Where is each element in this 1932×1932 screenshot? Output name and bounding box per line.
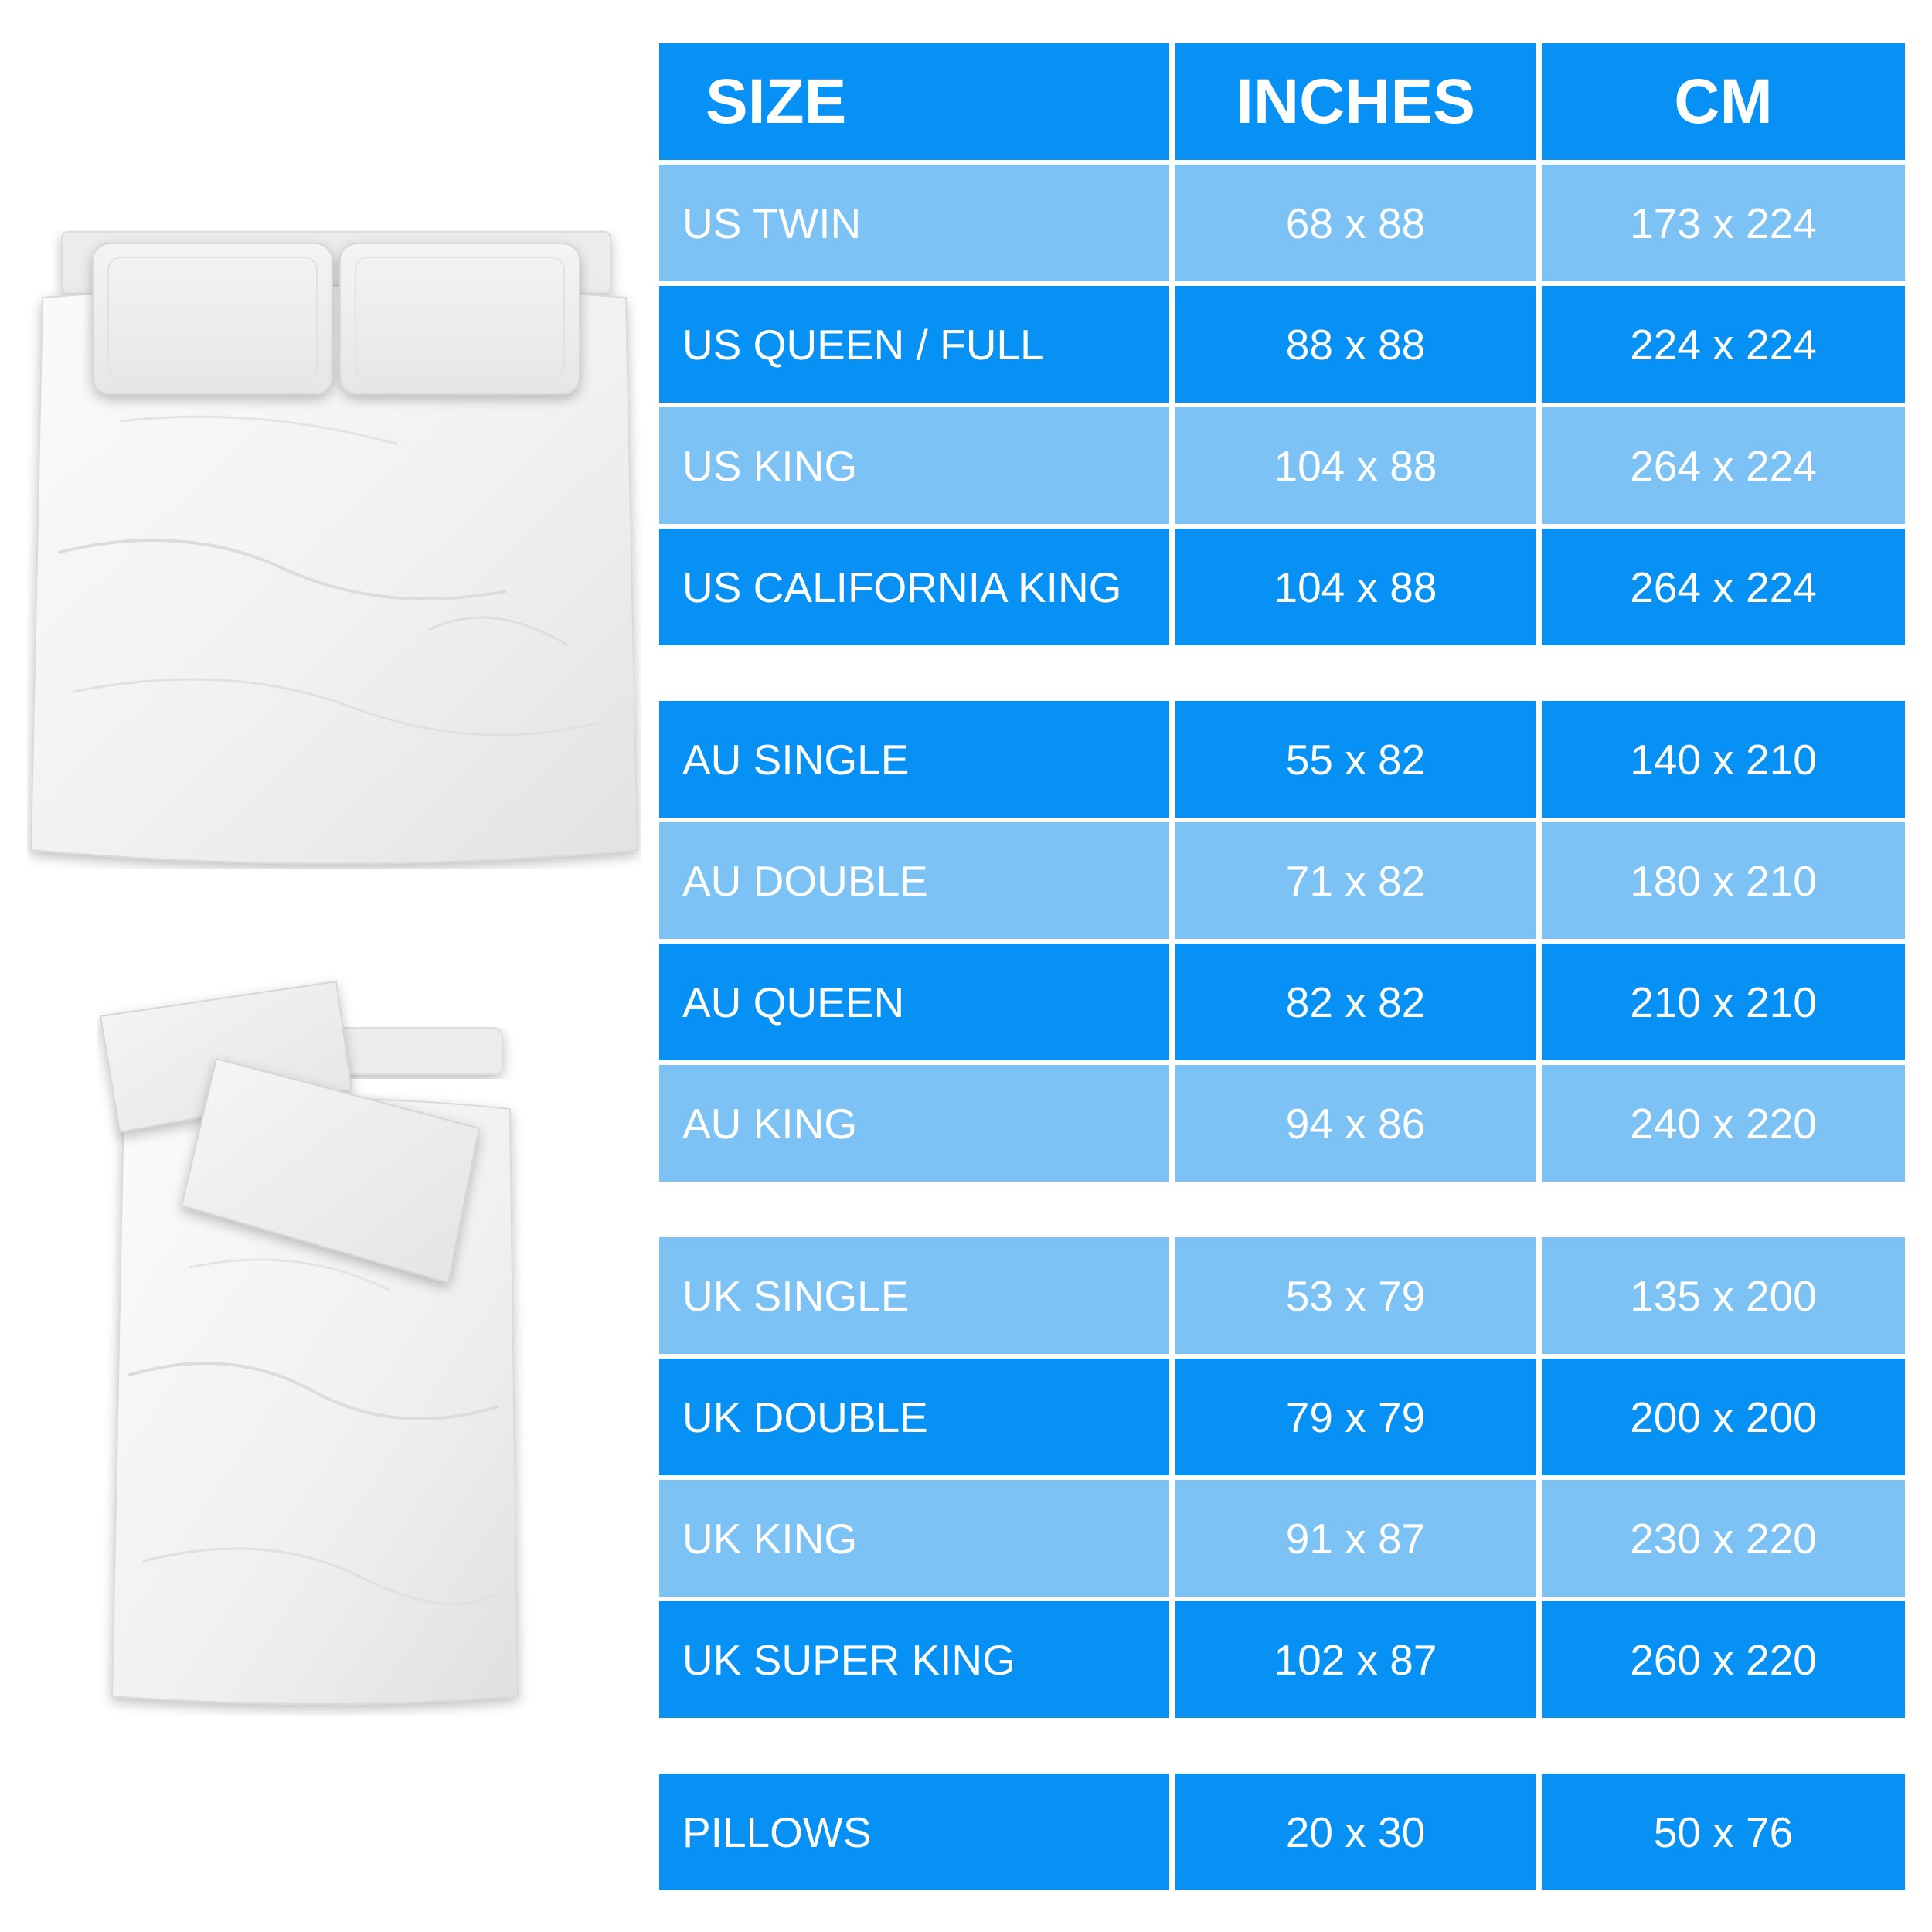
single-bed-image [97,974,560,1716]
inches-value: 53 x 79 [1175,1237,1536,1354]
group-spacer [659,1723,1905,1774]
size-label: UK SINGLE [659,1237,1169,1354]
inches-value: 88 x 88 [1175,286,1536,403]
size-label: US CALIFORNIA KING [659,529,1169,645]
size-label: AU KING [659,1065,1169,1182]
cm-value: 264 x 224 [1542,407,1905,524]
inches-value: 102 x 87 [1175,1601,1536,1718]
table-row [659,1065,1905,1186]
inches-value: 104 x 88 [1175,407,1536,524]
table-row [659,529,1905,650]
table-row [659,407,1905,529]
size-label: US TWIN [659,165,1169,281]
header-inches: INCHES [1175,43,1536,160]
cm-value: 173 x 224 [1542,165,1905,281]
size-label: AU DOUBLE [659,822,1169,939]
size-label: US QUEEN / FULL [659,286,1169,403]
header-size: SIZE [659,43,1169,160]
size-label: UK KING [659,1480,1169,1597]
inches-value: 91 x 87 [1175,1480,1536,1597]
cm-value: 210 x 210 [1542,944,1905,1060]
table-row [659,1480,1905,1601]
table-row [659,1237,1905,1359]
inches-value: 68 x 88 [1175,165,1536,281]
group-spacer [659,650,1905,701]
table-row [659,701,1905,822]
cm-value: 240 x 220 [1542,1065,1905,1182]
cm-value: 135 x 200 [1542,1237,1905,1354]
size-chart-table [659,43,1905,1895]
double-bed-icon [27,228,641,869]
cm-value: 200 x 200 [1542,1359,1905,1475]
cm-value: 50 x 76 [1542,1774,1905,1890]
size-label: UK DOUBLE [659,1359,1169,1475]
group-spacer [659,1186,1905,1237]
us-size-group [659,165,1905,650]
table-row [659,1774,1905,1895]
table-row [659,944,1905,1065]
single-bed-icon [97,974,560,1716]
inches-value: 82 x 82 [1175,944,1536,1060]
size-label: US KING [659,407,1169,524]
au-size-group [659,701,1905,1186]
cm-value: 224 x 224 [1542,286,1905,403]
inches-value: 104 x 88 [1175,529,1536,645]
inches-value: 79 x 79 [1175,1359,1536,1475]
table-row [659,1601,1905,1723]
size-label: AU SINGLE [659,701,1169,818]
cm-value: 264 x 224 [1542,529,1905,645]
pillow-size-group [659,1774,1905,1895]
cm-value: 260 x 220 [1542,1601,1905,1718]
size-label: UK SUPER KING [659,1601,1169,1718]
inches-value: 55 x 82 [1175,701,1536,818]
cm-value: 230 x 220 [1542,1480,1905,1597]
table-row [659,286,1905,407]
size-label: AU QUEEN [659,944,1169,1060]
size-label: PILLOWS [659,1774,1169,1890]
header-cm: CM [1542,43,1905,160]
table-row [659,165,1905,286]
cm-value: 140 x 210 [1542,701,1905,818]
table-header-row [659,43,1905,165]
table-row [659,822,1905,944]
uk-size-group [659,1237,1905,1723]
table-row [659,1359,1905,1480]
inches-value: 71 x 82 [1175,822,1536,939]
inches-value: 94 x 86 [1175,1065,1536,1182]
double-bed-image [27,228,641,869]
cm-value: 180 x 210 [1542,822,1905,939]
inches-value: 20 x 30 [1175,1774,1536,1890]
